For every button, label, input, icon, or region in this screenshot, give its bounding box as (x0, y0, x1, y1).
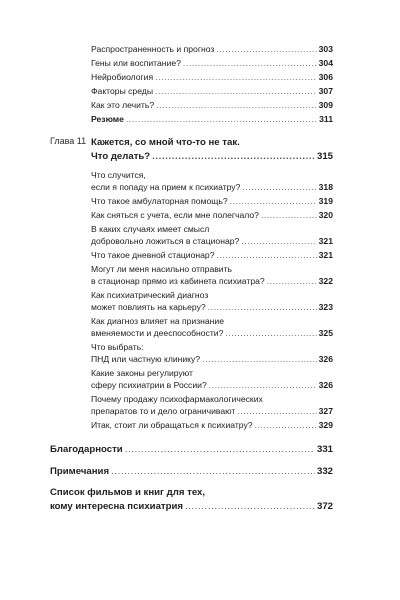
leader-dots (237, 406, 316, 417)
toc-entry[interactable] (91, 354, 333, 365)
toc-entry-title: Как сняться с учета, если мне полегчало? (91, 210, 259, 220)
toc-entry-title: Факторы среды (91, 86, 153, 96)
leader-dots (216, 44, 316, 55)
toc-entry-title: препаратов то и дело ограничивают (91, 406, 236, 416)
leader-dots (241, 236, 316, 247)
toc-entry-page: 321 (318, 250, 333, 260)
toc-entry[interactable] (91, 406, 333, 417)
leader-dots (152, 151, 315, 162)
toc-entry-page: 306 (318, 72, 333, 82)
leader-dots (111, 466, 315, 478)
toc-entry-page: 321 (318, 236, 333, 246)
toc-entry-title: Что такое амбулаторная помощь? (91, 196, 228, 206)
leader-dots (185, 501, 315, 513)
leader-dots (261, 210, 317, 221)
chapter-label: Глава 11 (50, 136, 87, 146)
toc-entry-line1: Почему продажу психофармакологических (91, 394, 263, 404)
toc-entry[interactable] (91, 328, 333, 339)
toc-entry-title: Гены или воспитание? (91, 58, 181, 68)
toc-entry-page: 320 (318, 210, 333, 220)
toc-entry-title: Распространенность и прогноз (91, 44, 215, 54)
leader-dots (242, 182, 316, 193)
toc-main-entry[interactable] (50, 466, 333, 478)
toc-entry-title: сферу психиатрии в России? (91, 380, 207, 390)
toc-entry-title: Нейробиология (91, 72, 154, 82)
chapter-title-line2: Что делать? (91, 151, 151, 162)
toc-entry-title: Благодарности (50, 444, 123, 455)
leader-dots (267, 276, 317, 287)
toc-main-entry-line1: Список фильмов и книг для тех, (50, 487, 206, 498)
toc-entry-title: если я попаду на прием к психиатру? (91, 182, 241, 192)
toc-entry-page: 318 (318, 182, 333, 192)
toc-entry-page: 325 (318, 328, 333, 338)
toc-entry-page: 304 (318, 58, 333, 68)
toc-entry-line1: Как диагноз влияет на признание (91, 316, 225, 326)
toc-entry-page: 322 (318, 276, 333, 286)
toc-entry-title: вменяемости и дееспособности? (91, 328, 224, 338)
toc-entry-page: 331 (316, 444, 333, 455)
chapter-title-line1: Кажется, со мной что-то не так. (91, 137, 240, 148)
toc-entry[interactable] (91, 420, 333, 431)
leader-dots (126, 114, 317, 125)
toc-entry-resume[interactable] (91, 114, 333, 125)
toc-entry-page: 315 (316, 151, 333, 162)
toc-entry-title: Итак, стоит ли обращаться к психиатру? (91, 420, 253, 430)
leader-dots (216, 250, 316, 261)
leader-dots (183, 58, 317, 69)
toc-entry[interactable] (91, 100, 333, 111)
toc-entry-title: может повлиять на карьеру? (91, 302, 206, 312)
toc-main-entry[interactable] (50, 444, 333, 456)
toc-entry[interactable] (91, 196, 333, 207)
toc-entry-line1: Как психиатрический диагноз (91, 290, 209, 300)
toc-entry-page: 319 (318, 196, 333, 206)
toc-main-entry[interactable] (50, 501, 333, 513)
toc-entry[interactable] (91, 380, 333, 391)
leader-dots (208, 302, 317, 313)
toc-entry-page: 326 (318, 380, 333, 390)
toc-entry-title: Что такое дневной стационар? (91, 250, 215, 260)
toc-entry[interactable] (91, 302, 333, 313)
toc-entry-title: Резюме (91, 114, 124, 124)
toc-entry-page: 326 (318, 354, 333, 364)
toc-entry-page: 323 (318, 302, 333, 312)
toc-entry-page: 332 (316, 466, 333, 477)
toc-entry-title: Примечания (50, 466, 110, 477)
leader-dots (125, 444, 315, 456)
toc-entry-line1: В каких случаях имеет смысл (91, 224, 210, 234)
toc-entry[interactable] (91, 58, 333, 69)
toc-entry[interactable] (91, 86, 333, 97)
toc-entry-line1: Какие законы регулируют (91, 368, 193, 378)
leader-dots (255, 420, 317, 431)
toc-entry[interactable] (91, 210, 333, 221)
toc-entry-page: 309 (318, 100, 333, 110)
chapter-title-entry[interactable] (91, 151, 333, 162)
leader-dots (155, 72, 317, 83)
toc-entry-title: кому интересна психиатрия (50, 501, 183, 512)
toc-entry[interactable] (91, 44, 333, 55)
toc-entry-title: ПНД или частную клинику? (91, 354, 201, 364)
toc-entry-title: в стационар прямо из кабинета психиатра? (91, 276, 265, 286)
toc-entry-page: 307 (318, 86, 333, 96)
leader-dots (209, 380, 317, 391)
toc-entry-line1: Могут ли меня насильно отправить (91, 264, 233, 274)
leader-dots (156, 100, 317, 111)
toc-entry[interactable] (91, 236, 333, 247)
toc-entry-page: 372 (316, 501, 333, 512)
toc-entry-title: добровольно ложиться в стационар? (91, 236, 240, 246)
toc-entry-title: Как это лечить? (91, 100, 155, 110)
toc-entry-page: 303 (318, 44, 333, 54)
leader-dots (230, 196, 317, 207)
toc-entry-page: 311 (319, 114, 333, 124)
toc-entry-page: 327 (318, 406, 333, 416)
toc-entry-line1: Что случится, (91, 170, 146, 180)
toc-entry[interactable] (91, 182, 333, 193)
leader-dots (155, 86, 317, 97)
toc-entry[interactable] (91, 276, 333, 287)
leader-dots (225, 328, 316, 339)
toc-entry-page: 329 (318, 420, 333, 430)
toc-entry[interactable] (91, 72, 333, 83)
leader-dots (202, 354, 317, 365)
toc-entry-line1: Что выбрать: (91, 342, 144, 352)
toc-entry[interactable] (91, 250, 333, 261)
